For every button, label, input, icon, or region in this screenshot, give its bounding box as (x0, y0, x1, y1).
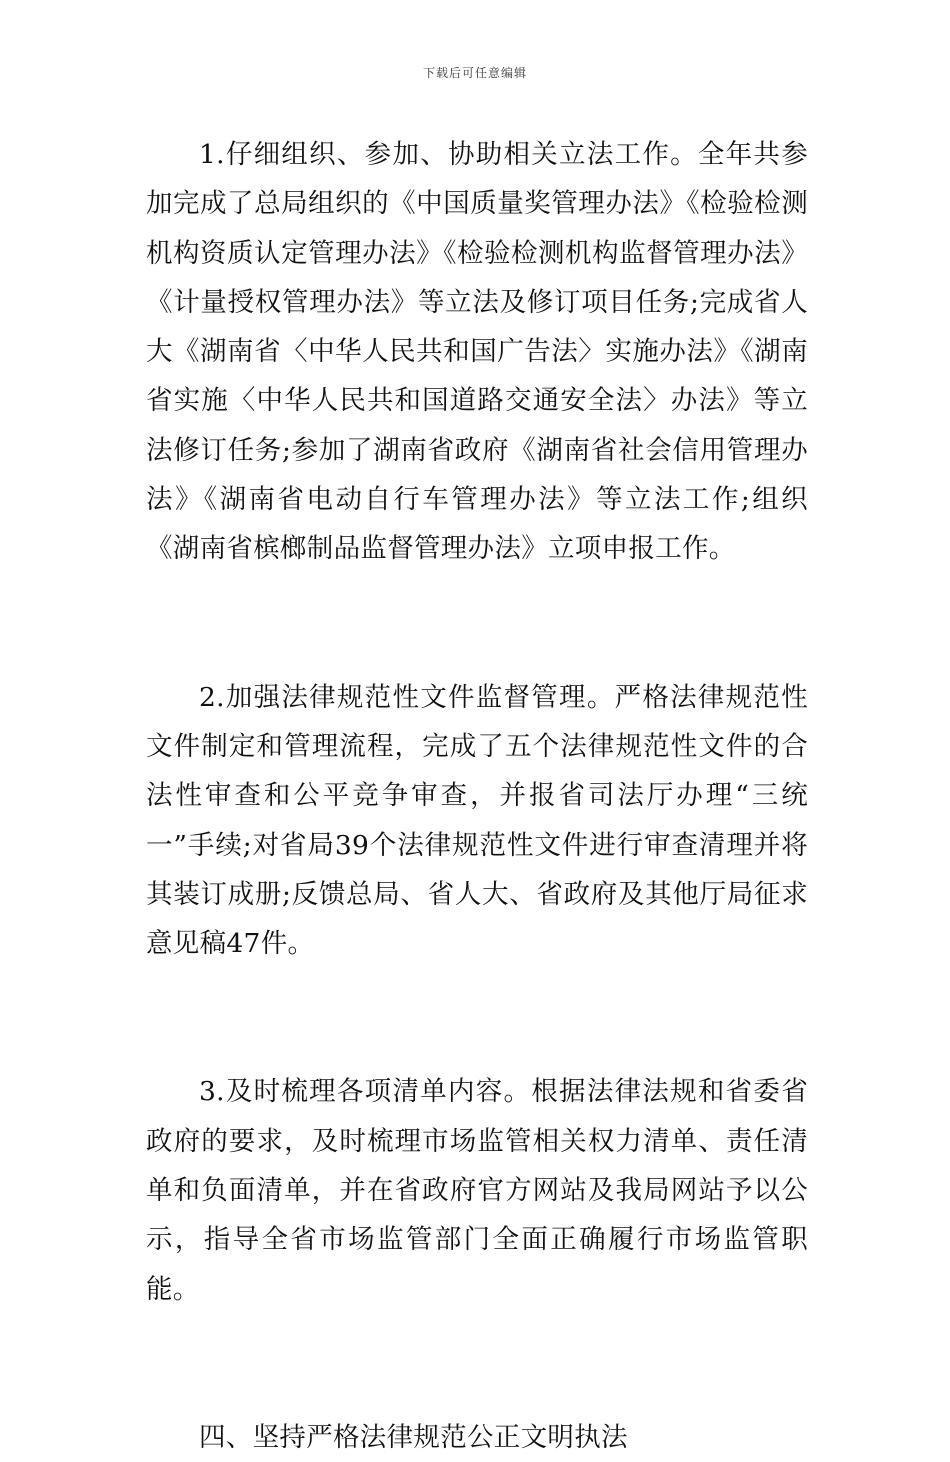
page-header: 下载后可任意编辑 (422, 66, 527, 80)
paragraph-normative-documents: 2.加强法律规范性文件监督管理。严格法律规范性文件制定和管理流程，完成了五个法律规范性文件的合法性审查和公平竞争审查，并报省司法厅办理“三统一”手续;对省局39个法律规范性文件进行审查清理并将其装订成册;反馈总局、省人大、省政府及其他厅局征求意见稿47件。 (146, 681, 808, 960)
document-body (146, 130, 808, 1462)
paragraph-legislation-work: 1.仔细组织、参加、协助相关立法工作。全年共参加完成了总局组织的《中国质量奖管理办法》《检验检测机构资质认定管理办法》《检验检测机构监督管理办法》《计量授权管理办法》等立法及修订项目任务;完成省人大《湖南省〈中华人民共和国广告法〉实施办法》《湖南省实施〈中华人民共和国道路交通安全法〉办法》等立法修订任务;参加了湖南省政府《湖南省社会信用管理办法》《湖南省电动自行车管理办法》等立法工作;组织《湖南省槟榔制品监督管理办法》立项申报工作。 (146, 139, 808, 565)
paragraph-lists-review: 3.及时梳理各项清单内容。根据法律法规和省委省政府的要求，及时梳理市场监管相关权力清单、责任清单和负面清单，并在省政府官方网站及我局网站予以公示，指导全省市场监管部门全面正确履行市场监管职能。 (146, 1076, 808, 1305)
section-heading: 四、坚持严格法律规范公正文明执法 (199, 1421, 628, 1453)
